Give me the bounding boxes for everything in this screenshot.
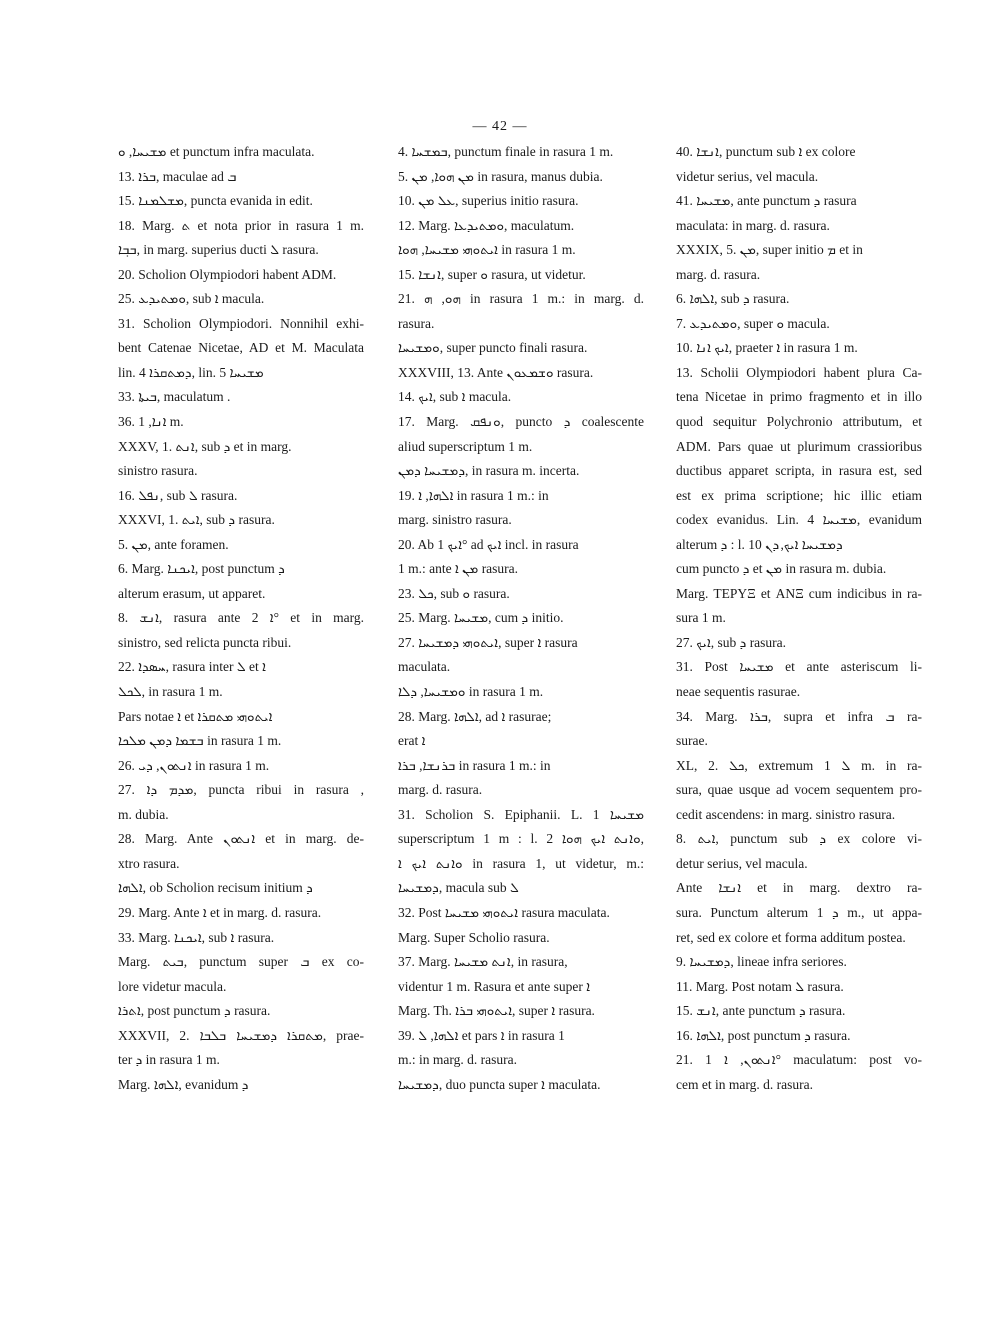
text-line: superscriptum 1 m : l. 2 ܘܐܢܬ ܐܝܟ ܗܘܐ, — [398, 831, 644, 847]
text-line: XXXV, 1. ܐܢܬ, sub ܕ et in marg. — [118, 438, 292, 454]
text-line: 15. ܐܢܫܐ, super ܘ rasura, ut videtur. — [398, 266, 586, 282]
text-line: 10. ܐܝܟ ܐܢܐ, praeter ܐ in rasura 1 m. — [676, 340, 858, 356]
text-line: 28. Marg. ܐܠܗܐ, ad ܐ rasurae; — [398, 708, 552, 724]
text-line: ܘܡܫܝܚܐ, super puncto finali rasura. — [398, 340, 588, 356]
column-left — [118, 140, 364, 1097]
text-line: 14. ܐܝܟ, sub ܐ macula. — [398, 389, 512, 405]
text-line: ܕܡܫܝܚܐ, duo puncta super ܐ maculata. — [398, 1076, 601, 1092]
text-line: ܐܝܬܘܗܝ ܡܫܝܚܐ, ܗܘܐ in rasura 1 m. — [398, 242, 576, 258]
text-line: codex evanidus. Lin. 4 ܡܫܝܚܐ, evanidum — [676, 512, 922, 528]
text-line: 12. Marg. ܘܡܬܝܕܥܐ, maculatum. — [398, 217, 575, 233]
text-line: neae sequentis rasurae. — [676, 684, 801, 700]
text-line: 28. Marg. Ante ܐܢܬܘܢ et in marg. de- — [118, 831, 364, 847]
text-line: XXXVII, 2. ܡܬܩܪܐ ܕܡܫܝܚܐ ܒܠܒܐ, prae- — [118, 1027, 364, 1043]
text-line: 15. ܡܫܠܡܢܐ, puncta evanida in edit. — [118, 193, 313, 209]
text-line: XL, 2. ܟܠ, extremum ܠ 1 m. in ra- — [676, 757, 922, 773]
text-line: 20. Scholion Olympiodori habent ADM. — [118, 266, 337, 282]
text-line: ܡܫܝܚܐ, ܘ et punctum infra maculata. — [118, 144, 315, 159]
text-line: 29. Marg. Ante ܐ et in marg. d. rasura. — [118, 904, 322, 920]
text-line: Marg. ܐܠܗܐ, evanidum ܕ — [118, 1076, 249, 1092]
text-line: bent Catenae Nicetae, AD et M. Maculata — [118, 340, 364, 356]
text-line: 1 m.: ante ܡܢ ܐ rasura. — [398, 561, 519, 577]
text-line: aliud superscriptum 1 m. — [398, 438, 533, 454]
text-line: 22. ܚܣܕܐ, rasura inter ܠ et ܐ — [118, 659, 266, 675]
text-line: 16. ܢܦܠ, sub ܠ rasura. — [118, 487, 238, 503]
text-line: ܕܡܫܝܚܐ ܕܡܢ, in rasura m. incerta. — [398, 463, 580, 479]
text-line: 25. ܘܡܬܝܕܥ, sub ܐ macula. — [118, 291, 265, 307]
text-line: sura, quae usque ad vocem sequentem pro- — [676, 782, 922, 798]
text-line: 31. Post ܡܫܝܚܐ et ante asteriscum li- — [676, 659, 922, 675]
text-line: 25. Marg. ܡܫܝܚܐ, cum ܕ initio. — [398, 610, 564, 626]
text-line: 34. Marg. ܒܪܐ, supra et infra ܒ ra- — [676, 708, 922, 724]
text-line: 18. Marg. ܬ et nota prior in rasura 1 m. — [118, 217, 364, 233]
text-line: marg. sinistro rasura. — [398, 512, 512, 528]
text-line: ܐܬܪܐ, post punctum ܕ rasura. — [118, 1003, 271, 1019]
text-line: ܐܠܗܐ, ob Scholion recisum initium ܕ — [118, 880, 313, 896]
text-line: 5. ܡܢ, ante foramen. — [118, 536, 229, 552]
text-line: XXXIX, 5. ܡܢ, super initio ܡ et in — [676, 242, 863, 258]
text-line: Pars notae ܐ et ܐܝܬܘܗܝ ܡܬܩܪܐ — [118, 708, 273, 724]
text-line: 7. ܘܡܬܝܕܥ, super ܘ macula. — [676, 315, 830, 331]
text-line: 16. ܐܠܗܐ, post punctum ܕ rasura. — [676, 1027, 851, 1043]
text-line: 41. ܡܫܝܚܐ, ante punctum ܕ rasura — [676, 193, 857, 209]
text-line: 5. ܡܢ ܗܘܐ, ܡܢ in rasura, manus dubia. — [398, 168, 603, 184]
text-line: quod sequitur Polychronio attributum, et — [676, 414, 922, 430]
text-line: 23. ܟܠ, sub ܘ rasura. — [398, 585, 510, 601]
text-line: 11. Marg. Post notam ܠ rasura. — [676, 978, 844, 994]
text-line: 26. ܐܢܬܘܢ, ܕܝ in rasura 1 m. — [118, 757, 270, 773]
text-line: marg. d. rasura. — [676, 266, 761, 282]
text-line: XXXVI, 1. ܐܝܬ, sub ܕ rasura. — [118, 512, 275, 528]
text-line: 31. Scholion S. Epiphanii. L. 1 ܡܫܝܚܐ — [398, 806, 644, 822]
text-line: ܒܪܢܫܐ, ܒܪܐ in rasura 1 m.: in — [398, 757, 551, 773]
text-line: 6. Marg. ܐܝܟܢܐ, post punctum ܕ — [118, 561, 285, 577]
text-line: 6. ܐܠܗܐ, sub ܕ rasura. — [676, 291, 790, 307]
text-line: cem et in marg. d. rasura. — [676, 1076, 813, 1092]
text-line: 33. ܒܝܬܐ, maculatum . — [118, 389, 231, 405]
text-line: Marg. Super Scholio rasura. — [398, 929, 550, 945]
text-line: ܒܫܡܐ ܕܡܢ ܡܠܟܐ in rasura 1 m. — [118, 733, 282, 749]
text-line: m. dubia. — [118, 806, 169, 822]
text-line: lin. 4 ܕܡܬܩܪܐ, lin. 5 ܡܫܝܚܐ — [118, 364, 264, 380]
text-line: Marg. ΤΕΡΥΞ et ΑΝΞ cum indicibus in ra- — [676, 585, 922, 601]
text-line: tena Nicetae in primo fragmento et in illo — [676, 389, 922, 405]
text-line: 13. Scholii Olympiodori habent plura Ca- — [676, 364, 922, 380]
text-line: 9. ܕܡܫܝܚܐ, lineae infra seriores. — [676, 954, 847, 970]
text-line: sura. Punctum alterum ܕ 1 m., ut appa- — [676, 904, 922, 920]
page-number: — 42 — — [472, 119, 528, 134]
text-line: surae. — [676, 733, 708, 749]
text-line: m.: in marg. d. rasura. — [398, 1052, 517, 1068]
text-line: 17. Marg. ܘܢܦܩ, puncto ܕ coalescente — [398, 414, 644, 430]
text-line: ܘܐܢܬ ܐܝܟ ܐ in rasura 1, ut videtur, m.: — [398, 855, 644, 871]
text-line: ADM. Pars quae ut plurimum crassioribus — [676, 438, 922, 454]
text-line: 27. ܡܕܡ ܕܐ, puncta ribui in rasura , — [118, 782, 364, 798]
text-line: alterum erasum, ut apparet. — [118, 585, 266, 601]
text-line: 27. ܐܝܬܘܗܝ ܕܡܫܝܚܐ, super ܐ rasura — [398, 634, 578, 650]
text-line: 15. ܐܢܫ, ante punctum ܕ rasura. — [676, 1003, 846, 1019]
text-line: maculata. — [398, 659, 451, 675]
text-line: 21. ܗܘ, ܗ in rasura 1 m.: in marg. d. — [398, 291, 644, 307]
text-line: lore videtur macula. — [118, 978, 227, 994]
text-line: est ex prima scriptione; hic illic etiam — [676, 487, 922, 503]
text-line: ܕܡܫܝܚܐ, macula sub ܠ — [398, 880, 519, 896]
text-line: 33. Marg. ܐܝܟܢܐ, sub ܐ rasura. — [118, 929, 275, 945]
text-line: Marg. ܒܝܬ, punctum super ܒ ex co- — [118, 954, 364, 970]
text-line: erat ܐ — [398, 733, 426, 749]
text-line: 19. ܐܠܗܐ, ܐ in rasura 1 m.: in — [398, 487, 549, 503]
text-line: Ante ܐܢܫܐ et in marg. dextro ra- — [676, 880, 922, 896]
text-line: marg. d. rasura. — [398, 782, 483, 798]
text-line: ductibus apparet scripta, in rasura est, sed — [676, 463, 922, 479]
text-line: sura 1 m. — [676, 610, 726, 626]
text-line: 21. ܐܢܬܘܢ, ܐ 1° maculatum: post vo- — [676, 1052, 922, 1068]
text-line: ter ܕ in rasura 1 m. — [118, 1052, 220, 1068]
text-line: 40. ܐܢܫܐ, punctum sub ܐ ex colore — [676, 144, 856, 159]
text-line: 20. Ab ܐܝܟ 1° ad ܐܝܟ incl. in rasura — [398, 536, 579, 552]
text-line: 13. ܒܪܐ, maculae ad ܒ — [118, 168, 237, 184]
text-line: sinistro rasura. — [118, 463, 198, 479]
text-line: 31. Scholion Olympiodori. Nonnihil exhi- — [118, 315, 364, 331]
text-line: ܘܡܫܝܚܐ, ܕܠܐ in rasura 1 m. — [398, 684, 544, 700]
text-line: maculata: in marg. d. rasura. — [676, 217, 830, 233]
text-line: 8. ܐܢܫ, rasura ante ܐ 2° et in marg. — [118, 610, 364, 626]
text-line: 27. ܐܝܟ, sub ܕ rasura. — [676, 634, 787, 650]
text-line: sinistro, sed relicta puncta ribui. — [118, 634, 292, 650]
text-line: XXXVIII, 13. Ante ܘܫܡܥܘܢ rasura. — [398, 364, 594, 380]
text-line: 37. Marg. ܐܢܬ ܡܫܝܚܐ, in rasura, — [398, 954, 568, 970]
text-line: detur serius, vel macula. — [676, 855, 808, 871]
text-line: xtro rasura. — [118, 855, 180, 871]
text-line: ܠܟܠ, in rasura 1 m. — [118, 684, 223, 700]
text-line: 32. Post ܐܝܬܘܗܝ ܡܫܝܚܐ rasura maculata. — [398, 904, 610, 920]
column-right — [676, 140, 922, 1097]
text-line: alterum ܕ : l. 10 ܕܡܫܝܚܐ ܐܝܟ, ܕܢ — [676, 536, 843, 552]
text-line: rasura. — [398, 315, 435, 331]
text-line: videtur serius, vel macula. — [676, 168, 819, 184]
text-line: 8. ܐܝܬ, punctum sub ܕ ex colore vi- — [676, 831, 922, 847]
text-line: Marg. Th. ܐܝܬܘܗܝ ܒܪܐ, super ܐ rasura. — [398, 1003, 595, 1019]
text-line: 36. ܐܢܐ, 1 m. — [118, 414, 184, 430]
text-line: cum puncto ܕ et ܡܢ in rasura m. dubia. — [676, 561, 887, 577]
text-line: 4. ܒܡܫܚܐ, punctum finale in rasura 1 m. — [398, 144, 614, 159]
column-middle — [398, 140, 644, 1097]
text-line: 10. ܥܠ ܡܢ, superius initio rasura. — [398, 193, 579, 209]
text-line: ret, sed ex colore et forma additum postea. — [676, 929, 906, 945]
text-line: ܒܒ݂ܐ, in marg. superius ducti ܠ rasura. — [118, 242, 319, 258]
text-line: cedit ascendens: in marg. sinistro rasura. — [676, 806, 896, 822]
text-line: 39. ܐܠܗܐ, ܠ et pars ܐ in rasura 1 — [398, 1027, 565, 1043]
text-line: videntur 1 m. Rasura et ante super ܐ — [398, 978, 590, 994]
